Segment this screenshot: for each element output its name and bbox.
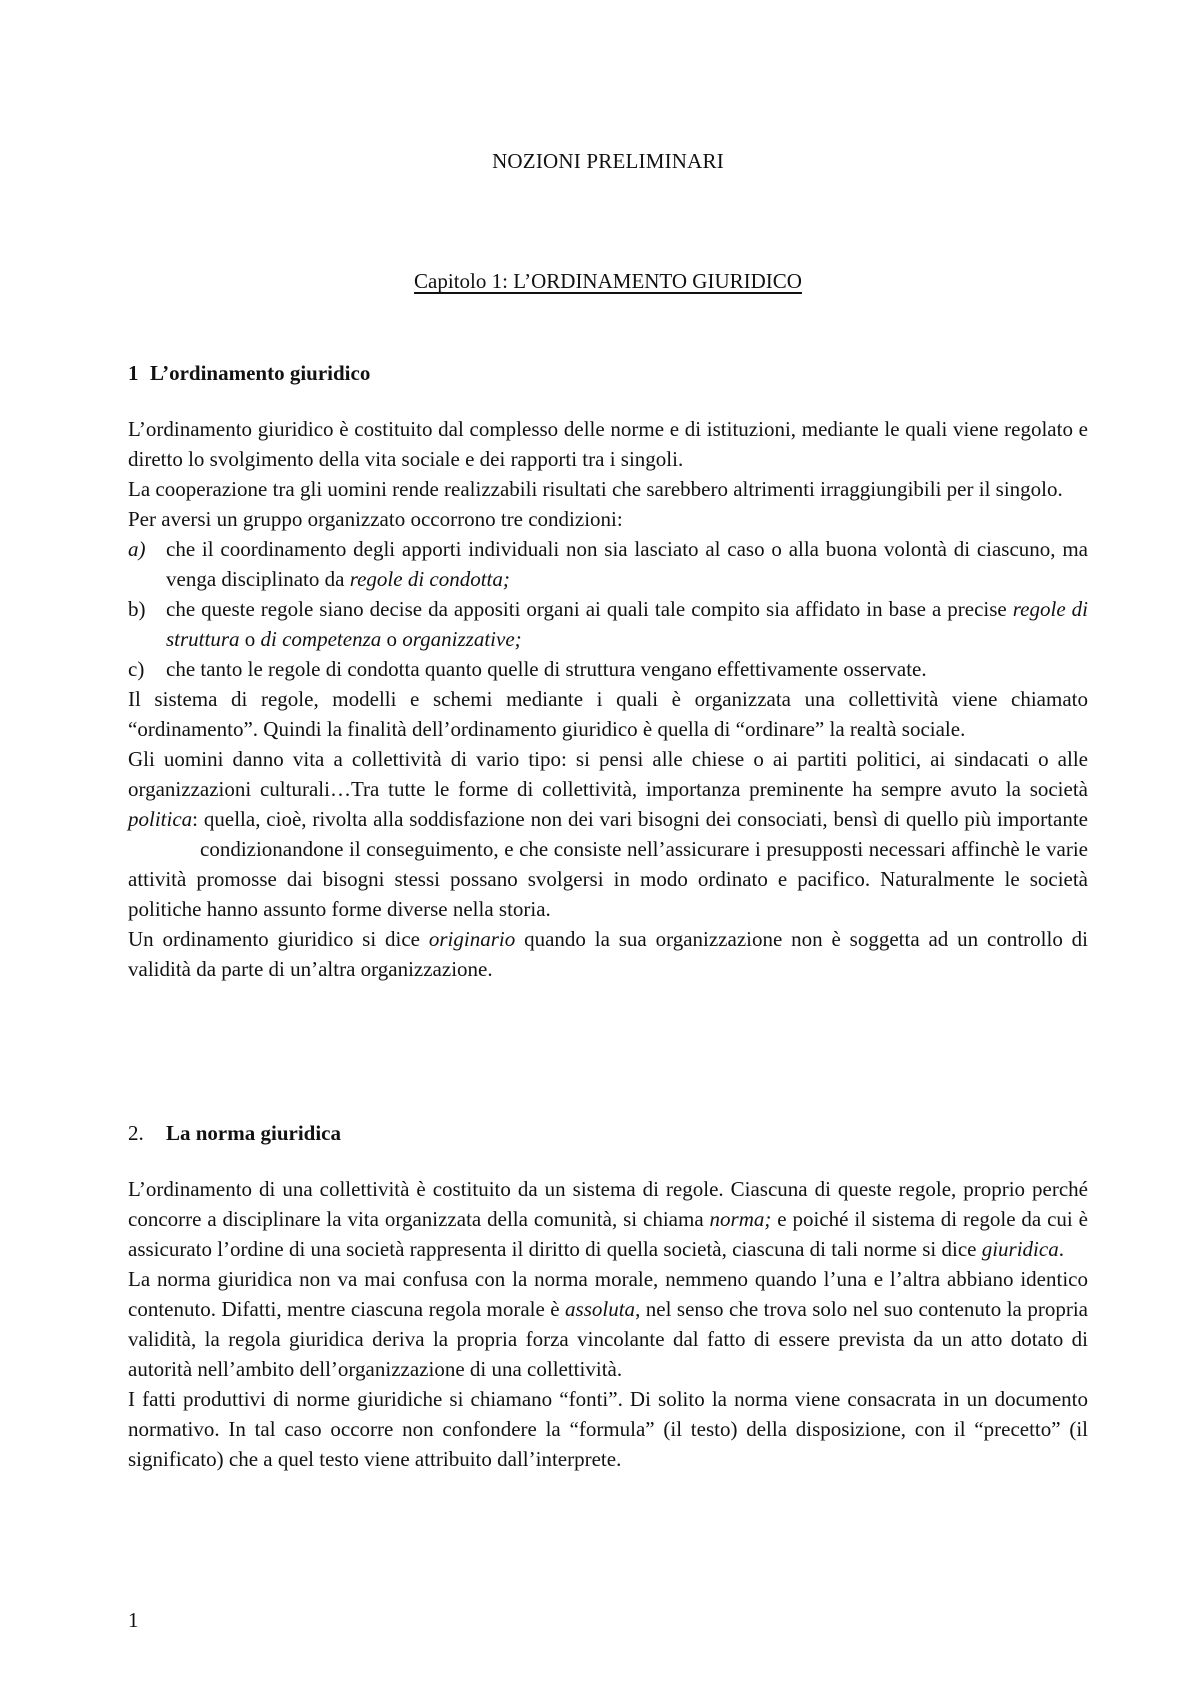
list-item-text: che queste regole siano decise da appositi organi ai quali tale compito sia affidato in base a precise regole di struttura o di competenza o organizzative; xyxy=(166,597,1088,651)
paragraph: La cooperazione tra gli uomini rende realizzabili risultati che sarebbero altrimenti irraggiungibili per il singolo. xyxy=(128,477,1063,501)
document-title: NOZIONI PRELIMINARI xyxy=(492,149,724,173)
list-marker: a) xyxy=(128,537,146,561)
section-1-number: 1 xyxy=(128,361,139,385)
emphasis-text: regole di condotta; xyxy=(349,567,510,591)
emphasis-text: norma; xyxy=(709,1207,772,1231)
page-number: 1 xyxy=(128,1608,139,1632)
section-2-number: 2. xyxy=(128,1121,144,1145)
paragraph: Un ordinamento giuridico si dice originario quando la sua organizzazione non è soggetta ad un controllo di validità da parte di un’altra organizzazione. xyxy=(128,927,1089,981)
paragraph: Il sistema di regole, modelli e schemi mediante i quali è organizzata una collettività viene chiamato “ordinamento”. Quindi la finalità dell’ordinamento giuridico è quella di “ordinare” la realtà sociale. xyxy=(128,687,1088,741)
section-2-body xyxy=(128,1174,1088,1474)
emphasis-text: organizzative; xyxy=(402,627,522,651)
paragraph: Per aversi un gruppo organizzato occorrono tre condizioni: xyxy=(128,507,623,531)
list-item xyxy=(128,654,1088,684)
chapter-title: Capitolo 1: L’ORDINAMENTO GIURIDICO xyxy=(414,269,802,293)
list-marker: b) xyxy=(128,597,146,621)
paragraph: Gli uomini danno vita a collettività di vario tipo: si pensi alle chiese o ai partiti politici, ai sindacati o alle organizzazioni culturali…Tra tutte le forme di collettività, importanza preminente ha sempre avuto la società politica: quella, cioè, rivolta alla soddisfazione non dei vari bisogni dei consociati, bensì di quello più importantecondizionandone il conseguimento, e che consiste nell’assicurare i presupposti necessari affinchè le varie attività promosse dai bisogni stessi possano svolgersi in modo ordinato e pacifico. Naturalmente le società politiche hanno assunto forme diverse nella storia. xyxy=(128,747,1088,921)
emphasis-text: assoluta xyxy=(565,1297,636,1321)
emphasis-text: politica xyxy=(128,807,193,831)
section-1-body xyxy=(128,414,1088,984)
section-2-heading xyxy=(128,1118,341,1148)
list-item xyxy=(128,594,1088,654)
emphasis-text: giuridica xyxy=(981,1237,1059,1261)
emphasis-text: regole di struttura xyxy=(166,597,1088,651)
section-1-heading xyxy=(128,358,370,388)
section-1-title: L’ordinamento giuridico xyxy=(150,361,371,385)
list-item-text: che tanto le regole di condotta quanto quelle di struttura vengano effettivamente osservate. xyxy=(166,657,927,681)
list-item xyxy=(128,534,1088,594)
paragraph: I fatti produttivi di norme giuridiche si chiamano “fonti”. Di solito la norma viene consacrata in un documento normativo. In tal caso occorre non confondere la “formula” (il testo) della disposizione, con il “precetto” (il significato) che a quel testo viene attribuito dall’interprete. xyxy=(128,1387,1088,1471)
paragraph: L’ordinamento giuridico è costituito dal complesso delle norme e di istituzioni, mediante le quali viene regolato e diretto lo svolgimento della vita sociale e dei rapporti tra i singoli. xyxy=(128,417,1088,471)
emphasis-text: originario xyxy=(428,927,516,951)
list-marker: c) xyxy=(128,657,145,681)
list-item-text: che il coordinamento degli apporti individuali non sia lasciato al caso o alla buona volontà di ciascuno, ma venga disciplinato da regole di condotta; xyxy=(166,537,1088,591)
section-2-title: La norma giuridica xyxy=(166,1121,342,1145)
paragraph: La norma giuridica non va mai confusa con la norma morale, nemmeno quando l’una e l’altra abbiano identico contenuto. Difatti, mentre ciascuna regola morale è assoluta, nel senso che trova solo nel suo contenuto la propria validità, la regola giuridica deriva la propria forza vincolante dal fatto di essere prevista da un atto dotato di autorità nell’ambito dell’organizzazione di una collettività. xyxy=(128,1267,1088,1381)
emphasis-text: di competenza xyxy=(260,627,382,651)
paragraph: L’ordinamento di una collettività è costituito da un sistema di regole. Ciascuna di queste regole, proprio perché concorre a disciplinare la vita organizzata della comunità, si chiama norma; e poiché il sistema di regole da cui è assicurato l’ordine di una società rappresenta il diritto di quella società, ciascuna di tali norme si dice giuridica. xyxy=(128,1177,1088,1261)
